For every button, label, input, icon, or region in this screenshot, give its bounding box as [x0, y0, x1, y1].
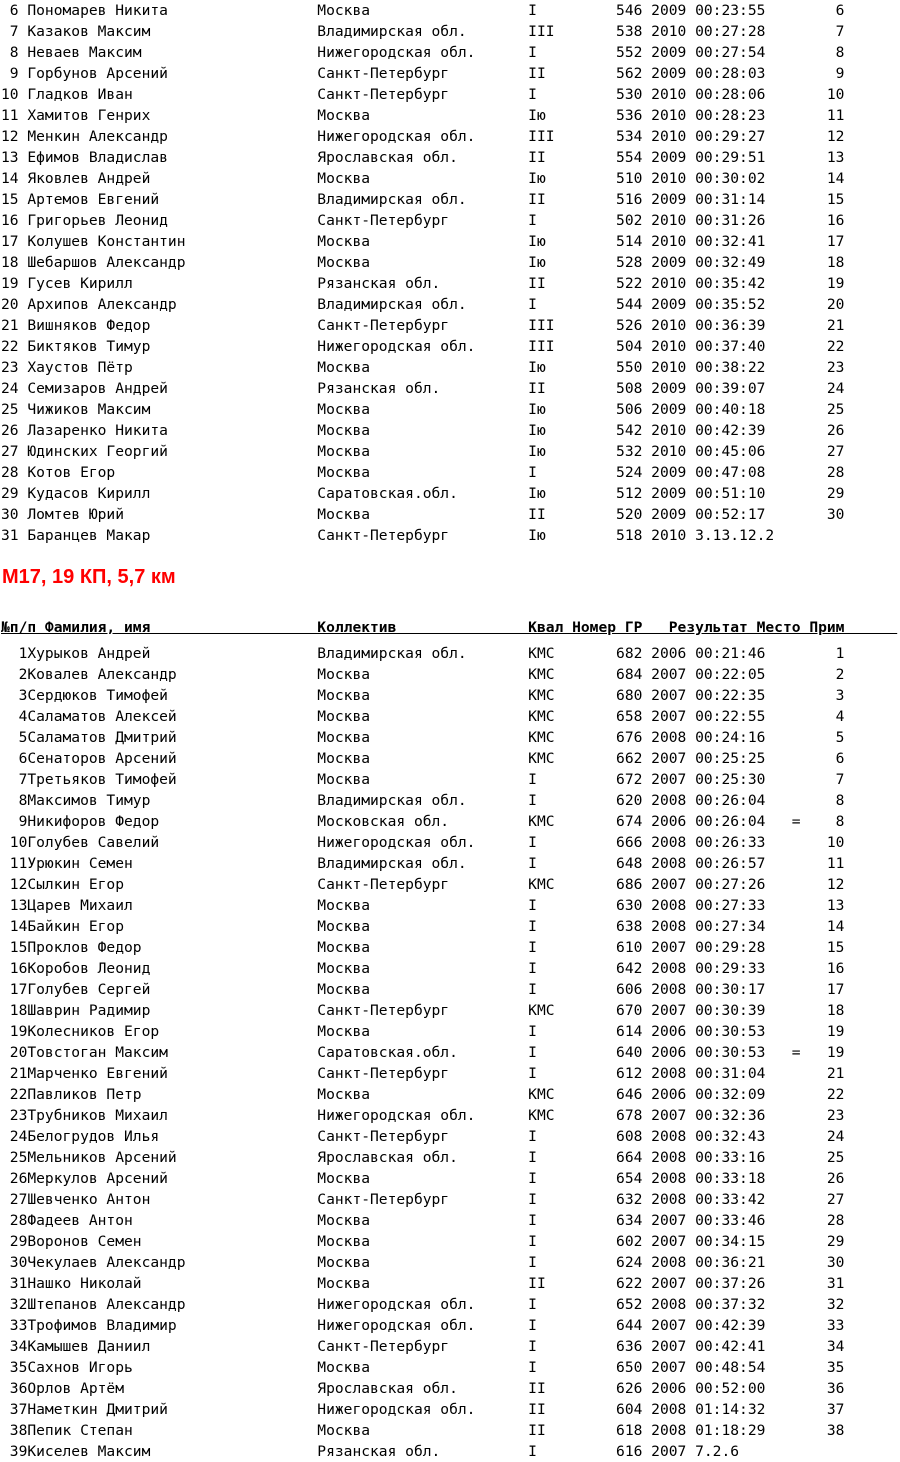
- table-row: 26 Лазаренко Никита Москва Iю 542 2010 00:42:39 26: [1, 422, 845, 439]
- table-row: 12Сылкин Егор Санкт-Петербург КМС 686 2007 00:27:26 12: [1, 876, 845, 893]
- table-row: 11Урюкин Семен Владимирская обл. I 648 2008 00:26:57 11: [1, 855, 845, 872]
- table-row: 10 Гладков Иван Санкт-Петербург I 530 2010 00:28:06 10: [1, 86, 845, 103]
- table-row: 23Трубников Михаил Нижегородская обл. КМС 678 2007 00:32:36 23: [1, 1107, 845, 1124]
- table-header: №п/п Фамилия, имя Коллектив Квал Номер ГР Результат Место Прим: [1, 619, 898, 636]
- table-row: 4Саламатов Алексей Москва КМС 658 2007 00:22:55 4: [1, 708, 845, 725]
- table-row: 18Шаврин Радимир Санкт-Петербург КМС 670 2007 00:30:39 18: [1, 1002, 845, 1019]
- table-row: 14Байкин Егор Москва I 638 2008 00:27:34 14: [1, 918, 845, 935]
- table-row: 36Орлов Артём Ярославская обл. II 626 2006 00:52:00 36: [1, 1380, 845, 1397]
- table-row: 7Третьяков Тимофей Москва I 672 2007 00:25:30 7: [1, 771, 845, 788]
- table-row: 18 Шебаршов Александр Москва Iю 528 2009 00:32:49 18: [1, 254, 845, 271]
- table-row: 15Проклов Федор Москва I 610 2007 00:29:28 15: [1, 939, 845, 956]
- table-row: 25 Чижиков Максим Москва Iю 506 2009 00:40:18 25: [1, 401, 845, 418]
- table-row: 24 Семизаров Андрей Рязанская обл. II 508 2009 00:39:07 24: [1, 380, 845, 397]
- table-row: 32Штепанов Александр Нижегородская обл. I 652 2008 00:37:32 32: [1, 1296, 845, 1313]
- table-row: 8Максимов Тимур Владимирская обл. I 620 2008 00:26:04 8: [1, 792, 845, 809]
- table-row: 13Царев Михаил Москва I 630 2008 00:27:33 13: [1, 897, 845, 914]
- results-table-m17: [1, 643, 844, 1462]
- table-row: 38Пепик Степан Москва II 618 2008 01:18:29 38: [1, 1422, 845, 1439]
- table-row: 31Нашко Николай Москва II 622 2007 00:37:26 31: [1, 1275, 845, 1292]
- table-row: 14 Яковлев Андрей Москва Iю 510 2010 00:30:02 14: [1, 170, 845, 187]
- table-row: 5Саламатов Дмитрий Москва КМС 676 2008 00:24:16 5: [1, 729, 845, 746]
- table-row: 28 Котов Егор Москва I 524 2009 00:47:08 28: [1, 464, 845, 481]
- table-row: 1Хурыков Андрей Владимирская обл. КМС 682 2006 00:21:46 1: [1, 645, 845, 662]
- table-row: 16Коробов Леонид Москва I 642 2008 00:29:33 16: [1, 960, 845, 977]
- table-row: 21 Вишняков Федор Санкт-Петербург III 526 2010 00:36:39 21: [1, 317, 845, 334]
- table-row: 31 Баранцев Макар Санкт-Петербург Iю 518 2010 3.13.12.2: [1, 527, 845, 544]
- table-row: 17Голубев Сергей Москва I 606 2008 00:30:17 17: [1, 981, 845, 998]
- table-row: 3Сердюков Тимофей Москва КМС 680 2007 00:22:35 3: [1, 687, 845, 704]
- table-row: 22Павликов Петр Москва КМС 646 2006 00:32:09 22: [1, 1086, 845, 1103]
- table-row: 6 Пономарев Никита Москва I 546 2009 00:23:55 6: [1, 2, 845, 19]
- table-row: 13 Ефимов Владислав Ярославская обл. II 554 2009 00:29:51 13: [1, 149, 845, 166]
- table-row: 7 Казаков Максим Владимирская обл. III 538 2010 00:27:28 7: [1, 23, 845, 40]
- table-row: 2Ковалев Александр Москва КМС 684 2007 00:22:05 2: [1, 666, 845, 683]
- table-row: 19Колесников Егор Москва I 614 2006 00:30:53 19: [1, 1023, 845, 1040]
- table-row: 17 Колушев Константин Москва Iю 514 2010 00:32:41 17: [1, 233, 845, 250]
- table-row: 20Товстоган Максим Саратовская.обл. I 640 2006 00:30:53 = 19: [1, 1044, 845, 1061]
- table-row: 6Сенаторов Арсений Москва КМС 662 2007 00:25:25 6: [1, 750, 845, 767]
- table-row: 21Марченко Евгений Санкт-Петербург I 612 2008 00:31:04 21: [1, 1065, 845, 1082]
- table-row: 20 Архипов Александр Владимирская обл. I 544 2009 00:35:52 20: [1, 296, 845, 313]
- table-row: 33Трофимов Владимир Нижегородская обл. I 644 2007 00:42:39 33: [1, 1317, 845, 1334]
- table-row: 39Киселев Максим Рязанская обл. I 616 2007 7.2.6: [1, 1443, 845, 1460]
- table-row: 24Белогрудов Илья Санкт-Петербург I 608 2008 00:32:43 24: [1, 1128, 845, 1145]
- table-row: 29 Кудасов Кирилл Саратовская.обл. Iю 512 2009 00:51:10 29: [1, 485, 845, 502]
- table-row: 35Сахнов Игорь Москва I 650 2007 00:48:54 35: [1, 1359, 845, 1376]
- table-row: 30Чекулаев Александр Москва I 624 2008 00:36:21 30: [1, 1254, 845, 1271]
- table-row: 34Камышев Даниил Санкт-Петербург I 636 2007 00:42:41 34: [1, 1338, 845, 1355]
- results-table-previous-class: [1, 0, 844, 546]
- table-row: 10Голубев Савелий Нижегородская обл. I 666 2008 00:26:33 10: [1, 834, 845, 851]
- table-row: 11 Хамитов Генрих Москва Iю 536 2010 00:28:23 11: [1, 107, 845, 124]
- table-row: 9Никифоров Федор Московская обл. КМС 674 2006 00:26:04 = 8: [1, 813, 845, 830]
- table-row: 28Фадеев Антон Москва I 634 2007 00:33:46 28: [1, 1212, 845, 1229]
- table-row: 25Мельников Арсений Ярославская обл. I 664 2008 00:33:16 25: [1, 1149, 845, 1166]
- section-title: М17, 19 КП, 5,7 км: [2, 566, 176, 588]
- table-row: 12 Менкин Александр Нижегородская обл. III 534 2010 00:29:27 12: [1, 128, 845, 145]
- table-row: 22 Биктяков Тимур Нижегородская обл. III 504 2010 00:37:40 22: [1, 338, 845, 355]
- table-row: 9 Горбунов Арсений Санкт-Петербург II 562 2009 00:28:03 9: [1, 65, 845, 82]
- table-row: 29Воронов Семен Москва I 602 2007 00:34:15 29: [1, 1233, 845, 1250]
- table-row: 23 Хаустов Пётр Москва Iю 550 2010 00:38:22 23: [1, 359, 845, 376]
- table-row: 37Наметкин Дмитрий Нижегородская обл. II 604 2008 01:14:32 37: [1, 1401, 845, 1418]
- table-row: 30 Ломтев Юрий Москва II 520 2009 00:52:17 30: [1, 506, 845, 523]
- table-row: 15 Артемов Евгений Владимирская обл. II 516 2009 00:31:14 15: [1, 191, 845, 208]
- table-row: 27 Юдинских Георгий Москва Iю 532 2010 00:45:06 27: [1, 443, 845, 460]
- table-row: 26Меркулов Арсений Москва I 654 2008 00:33:18 26: [1, 1170, 845, 1187]
- table-row: 27Шевченко Антон Санкт-Петербург I 632 2008 00:33:42 27: [1, 1191, 845, 1208]
- table-row: 8 Неваев Максим Нижегородская обл. I 552 2009 00:27:54 8: [1, 44, 845, 61]
- table-row: 19 Гусев Кирилл Рязанская обл. II 522 2010 00:35:42 19: [1, 275, 845, 292]
- table-row: 16 Григорьев Леонид Санкт-Петербург I 502 2010 00:31:26 16: [1, 212, 845, 229]
